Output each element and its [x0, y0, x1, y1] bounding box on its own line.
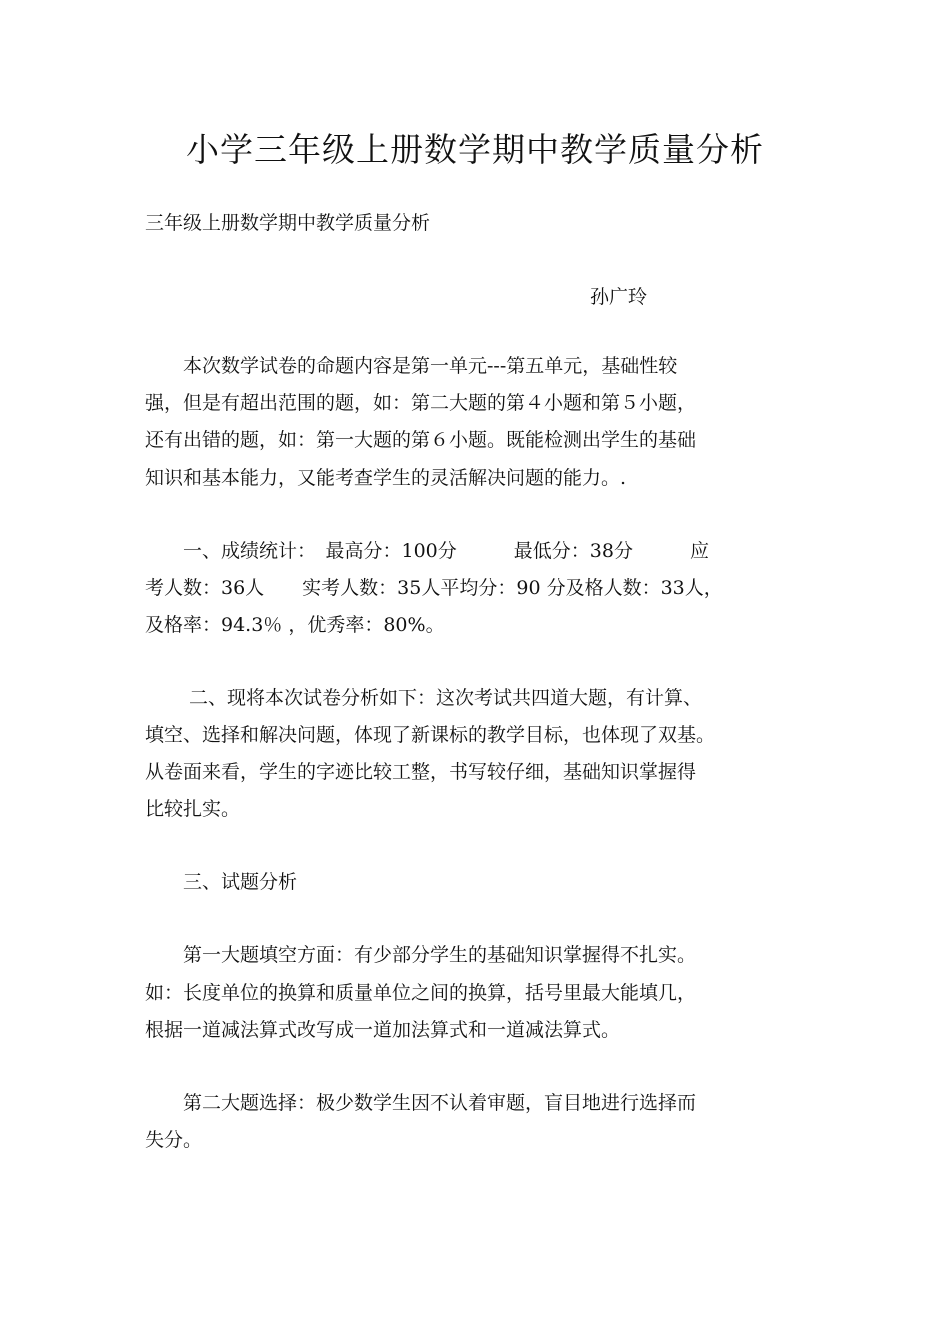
question1-line-3: 根据一道减法算式改写成一道加法算式和一道减法算式。 — [145, 1019, 621, 1041]
document-title: 小学三年级上册数学期中教学质量分析 — [186, 130, 764, 169]
analysis-line-3: 从卷面来看，学生的字迹比较工整，书写较仔细，基础知识掌握得 — [145, 761, 697, 783]
stats-line-3: 及格率：94.3％ ，优秀率：80%。 — [145, 614, 445, 636]
analysis-line-4: 比较扎实。 — [145, 798, 241, 820]
intro-line-3: 还有出错的题，如：第一大题的第６小题。既能检测出学生的基础 — [145, 429, 697, 451]
question1-line-2: 如：长度单位的换算和质量单位之间的换算，括号里最大能填几， — [145, 982, 697, 1004]
section-heading-3: 三、试题分析 — [145, 871, 298, 893]
intro-line-1: 本次数学试卷的命题内容是第一单元---第五单元，基础性较 — [145, 355, 678, 377]
stats-line-1: 一、成绩统计： 最高分：100分 最低分：38分 应 — [145, 540, 709, 562]
intro-line-4: 知识和基本能力，又能考查学生的灵活解决问题的能力。. — [145, 467, 627, 489]
question1-line-1: 第一大题填空方面：有少部分学生的基础知识掌握得不扎实。 — [145, 944, 697, 966]
author-name: 孙广玲 — [590, 286, 648, 308]
analysis-line-2: 填空、选择和解决问题，体现了新课标的教学目标，也体现了双基。 — [145, 724, 716, 746]
intro-line-2: 强，但是有超出范围的题，如：第二大题的第４小题和第５小题， — [145, 392, 697, 414]
question2-line-2: 失分。 — [145, 1129, 203, 1151]
analysis-line-1: 二、现将本次试卷分析如下：这次考试共四道大题，有计算、 — [145, 687, 703, 709]
stats-line-2: 考人数：36人 实考人数：35人平均分：90 分及格人数：33人， — [145, 577, 723, 599]
question2-line-1: 第二大题选择：极少数学生因不认着审题，盲目地进行选择而 — [145, 1092, 697, 1114]
document-subtitle: 三年级上册数学期中教学质量分析 — [145, 212, 431, 234]
